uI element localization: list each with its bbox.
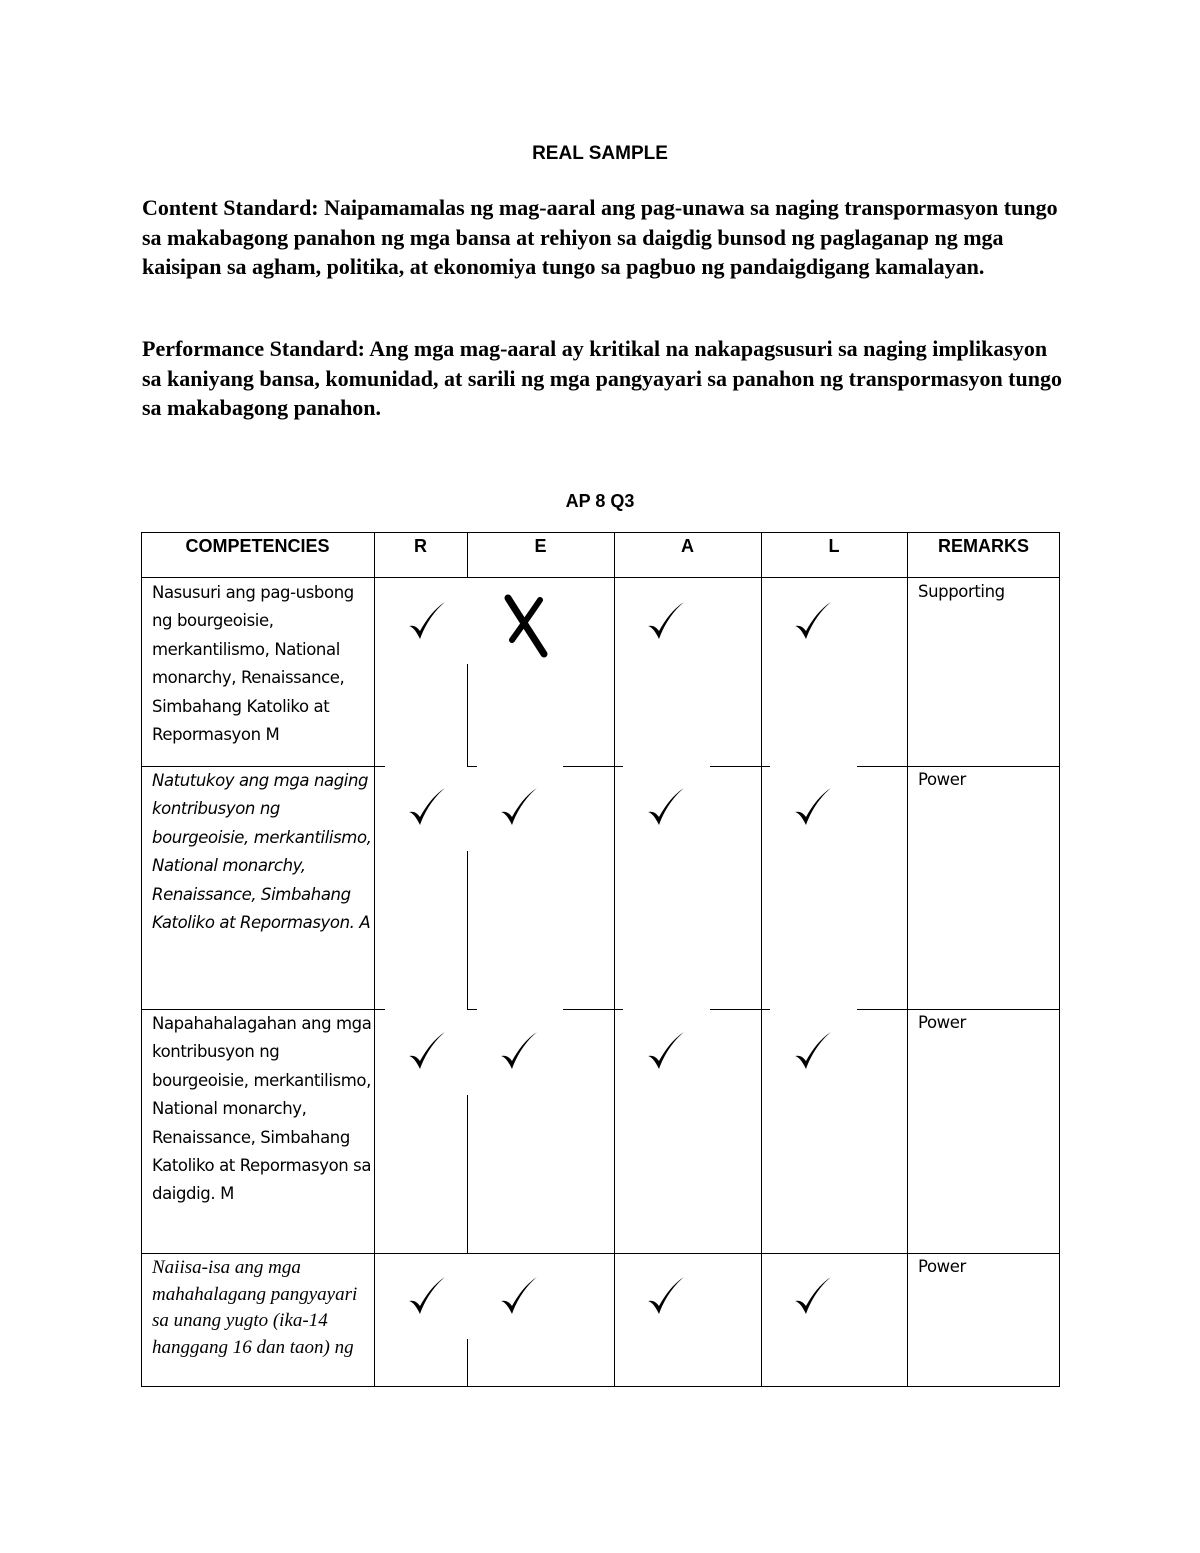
remarks-text: Power	[918, 770, 966, 789]
performance-standard: Performance Standard: Ang mga mag-aaral ay kritikal na nakapagsusuri sa naging implikasyon sa kaniyang bansa, komunidad, at sarili ng mga pangyayari sa panahon ng transpormasyon tungo sa makabagong panahon.	[142, 336, 1062, 420]
table-rule	[467, 664, 468, 766]
remarks-text: Power	[918, 1257, 966, 1276]
table-rule	[467, 1009, 477, 1010]
table-rule	[374, 532, 375, 1387]
check-mark-icon	[645, 1030, 687, 1076]
cross-mark-icon	[502, 594, 550, 658]
competency-text: Natutukoy ang mga naging kontribusyon ng bourgeoisie, merkantilismo, National monarchy, Renaissance, Simbahang Katoliko at Repormasyon. A	[152, 771, 372, 933]
check-mark-icon	[792, 1030, 834, 1076]
check-mark-icon	[406, 1275, 448, 1321]
table-rule	[710, 1009, 770, 1010]
header-e: E	[534, 536, 547, 556]
remarks-text: Power	[918, 1013, 966, 1032]
table-rule	[467, 1095, 468, 1253]
table-rule	[141, 577, 1060, 578]
check-mark-icon	[406, 1030, 448, 1076]
header-r: R	[414, 536, 427, 556]
table-rule	[907, 532, 908, 1387]
check-mark-icon	[498, 786, 540, 832]
table-rule	[563, 1009, 623, 1010]
check-mark-icon	[792, 600, 834, 646]
remarks-text: Supporting	[918, 582, 1005, 601]
table-rule	[563, 766, 623, 767]
table-rule	[467, 1339, 468, 1387]
document-title: REAL SAMPLE	[532, 143, 668, 164]
header-competencies: COMPETENCIES	[185, 536, 330, 556]
check-mark-icon	[498, 1275, 540, 1321]
check-mark-icon	[645, 786, 687, 832]
table-rule	[710, 766, 770, 767]
table-rule	[614, 532, 615, 1387]
content-standard: Content Standard: Naipamamalas ng mag-aaral ang pag-unawa sa naging transpormasyon tungo sa makabagong panahon ng mga bansa at rehiyon sa daigdig bunsod ng paglaganap ng mga kaisipan sa agham, politika, at ekonomiya tungo sa pagbuo ng pandaigdigang kamalayan.	[142, 195, 1058, 279]
table-title: AP 8 Q3	[565, 491, 635, 511]
competency-text: Naiisa-isa ang mga mahahalagang pangyayari sa unang yugto (ika-14 hanggang 16 dan taon) ng	[152, 1257, 358, 1358]
check-mark-icon	[792, 1275, 834, 1321]
check-mark-icon	[498, 1030, 540, 1076]
check-mark-icon	[406, 786, 448, 832]
check-mark-icon	[406, 600, 448, 646]
table-rule	[141, 1253, 1060, 1254]
check-mark-icon	[645, 600, 687, 646]
table-rule	[467, 851, 468, 1009]
competency-text: Napahahalagahan ang mga kontribusyon ng bourgeoisie, merkantilismo, National monarchy, Renaissance, Simbahang Katoliko at Repormasyon sa daigdig. M	[152, 1014, 372, 1204]
competency-text: Nasusuri ang pag-usbong ng bourgeoisie, merkantilismo, National monarchy, Renaissance, Simbahang Katoliko at Repormasyon M	[152, 583, 354, 745]
table-rule	[857, 766, 1060, 767]
header-a: A	[681, 536, 694, 556]
check-mark-icon	[645, 1275, 687, 1321]
table-rule	[467, 766, 477, 767]
table-rule	[761, 532, 762, 1387]
check-mark-icon	[792, 786, 834, 832]
table-rule	[857, 1009, 1060, 1010]
header-remarks: REMARKS	[937, 536, 1029, 556]
header-l: L	[828, 536, 840, 556]
